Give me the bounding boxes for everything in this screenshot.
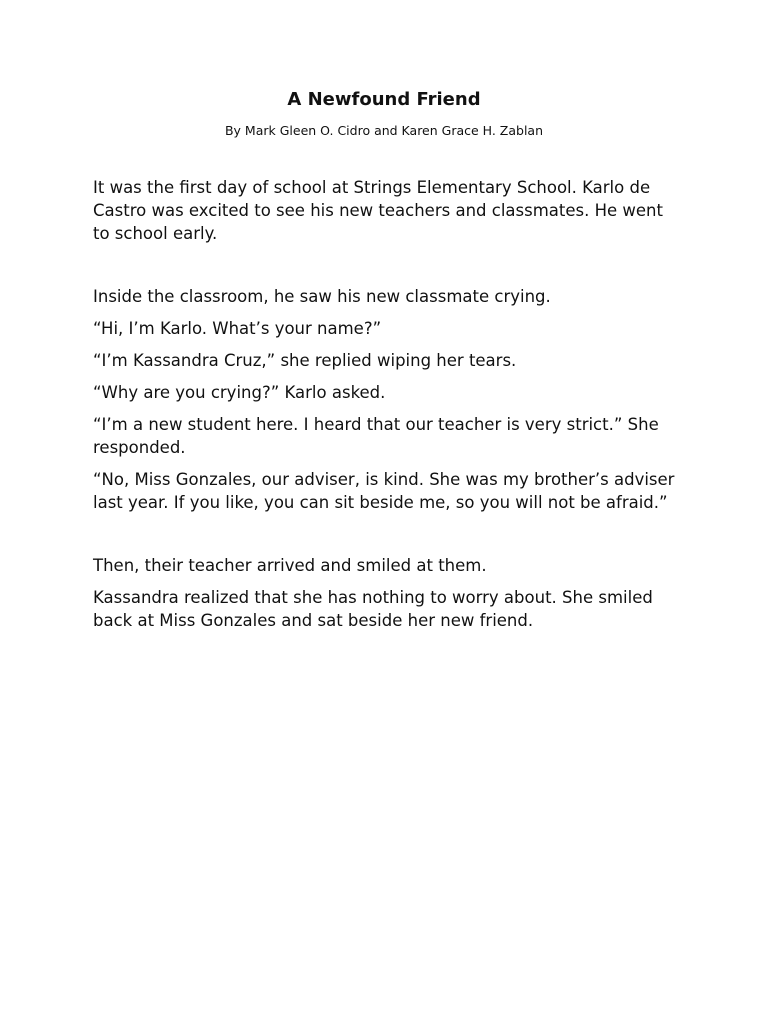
paragraph-new-student: “I’m a new student here. I heard that our teacher is very strict.” She responded. xyxy=(93,415,659,457)
paragraph-teacher-arrived: Then, their teacher arrived and smiled at them. xyxy=(93,556,487,575)
paragraph-kassandra-reply: “I’m Kassandra Cruz,” she replied wiping her tears. xyxy=(93,351,517,370)
story-title: A Newfound Friend xyxy=(287,89,481,110)
paragraph-classroom: Inside the classroom, he saw his new classmate crying. xyxy=(93,287,551,306)
paragraph-karlo-greeting: “Hi, I’m Karlo. What’s your name?” xyxy=(93,319,382,338)
story-byline: By Mark Gleen O. Cidro and Karen Grace H. Zablan xyxy=(224,123,544,138)
paragraph-first-day: It was the first day of school at Strings Elementary School. Karlo de Castro was excited to see his new teachers and classmates. He went to school early. xyxy=(93,178,663,243)
paragraph-kassandra-realized: Kassandra realized that she has nothing to worry about. She smiled back at Miss Gonzales and sat beside her new friend. xyxy=(93,588,653,630)
story-body xyxy=(93,176,683,632)
paragraph-miss-gonzales: “No, Miss Gonzales, our adviser, is kind. She was my brother’s adviser last year. If you like, you can sit beside me, so you will not be afraid.” xyxy=(93,470,675,512)
paragraph-why-crying: “Why are you crying?” Karlo asked. xyxy=(93,383,386,402)
